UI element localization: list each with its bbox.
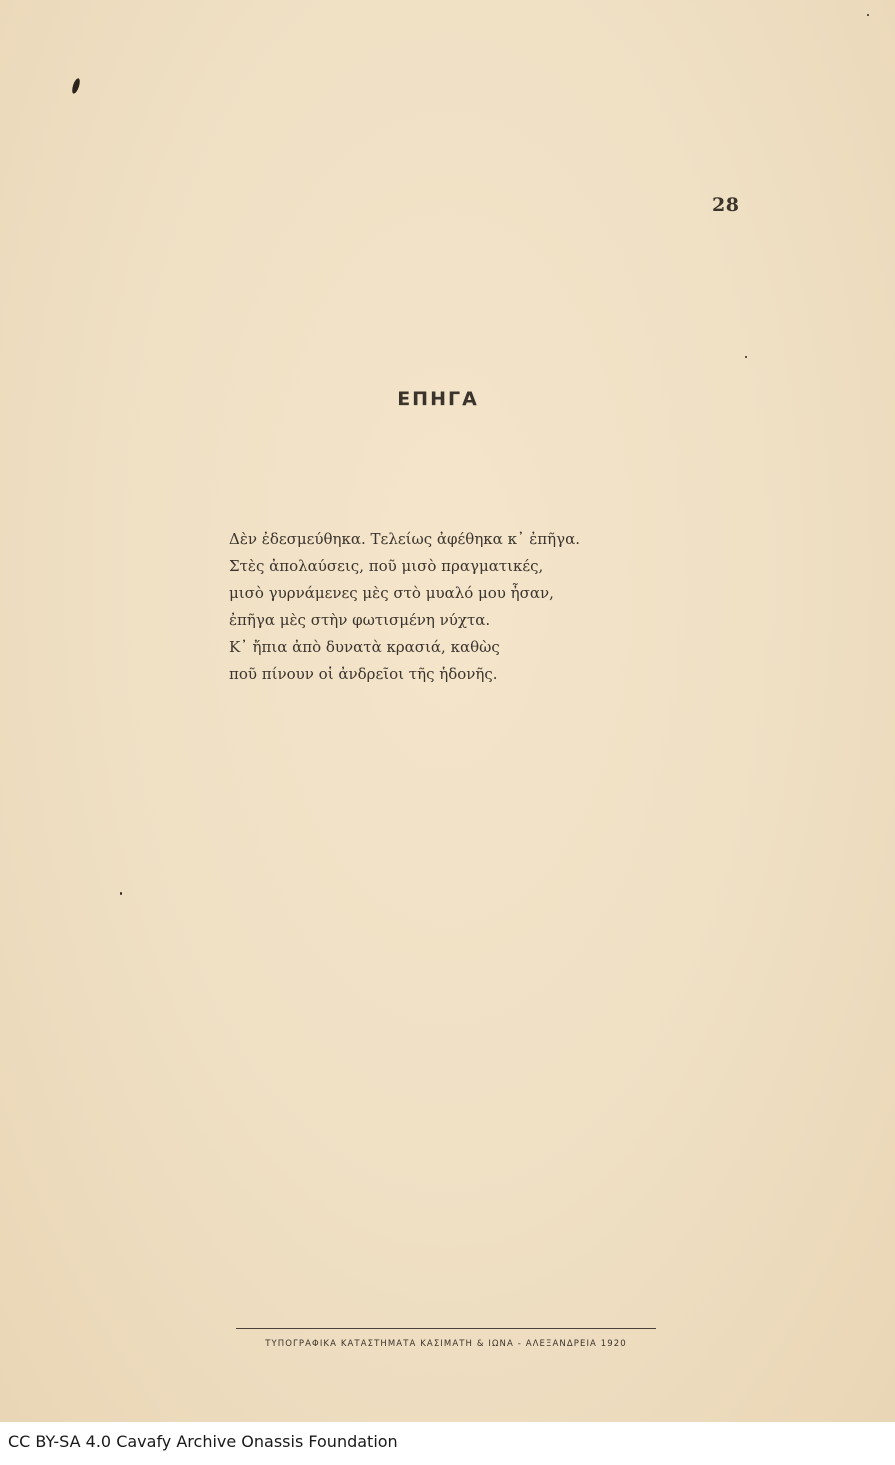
poem-line: Δὲν ἐδεσμεύθηκα. Τελείως ἀφέθηκα κ᾽ ἐπῆγα. [229, 530, 580, 548]
poem-title: ΕΠΗΓΑ [397, 388, 479, 410]
license-credit: CC BY-SA 4.0 Cavafy Archive Onassis Foundation [8, 1432, 398, 1451]
poem-line: Κ᾽ ἤπια ἀπὸ δυνατὰ κρασιά, καθὼς [229, 638, 500, 656]
printer-imprint: ΤΥΠΟΓΡΑΦΙΚΑ ΚΑΤΑΣΤΗΜΑΤΑ ΚΑΣΙΜΑΤΗ & ΙΩΝΑ - ΑΛΕΞΑΝΔΡΕΙΑ 1920 [265, 1339, 627, 1349]
page-number: 28 [712, 194, 740, 216]
poem-line: Στὲς ἀπολαύσεις, ποῦ μισὸ πραγματικές, [229, 557, 544, 575]
ink-speck [867, 14, 869, 16]
poem-line: μισὸ γυρνάμενες μὲς στὸ μυαλό μου ἦσαν, [229, 584, 554, 602]
ink-speck [745, 356, 747, 358]
poem-line: ἐπῆγα μὲς στὴν φωτισμένη νύχτα. [229, 611, 491, 629]
imprint-rule [236, 1328, 656, 1329]
poem-body [229, 526, 669, 688]
ink-speck [71, 77, 82, 94]
credit-bar [0, 1422, 895, 1465]
ink-speck [120, 892, 122, 895]
poem-line: ποῦ πίνουν οἱ ἀνδρεῖοι τῆς ἡδονῆς. [229, 665, 498, 683]
